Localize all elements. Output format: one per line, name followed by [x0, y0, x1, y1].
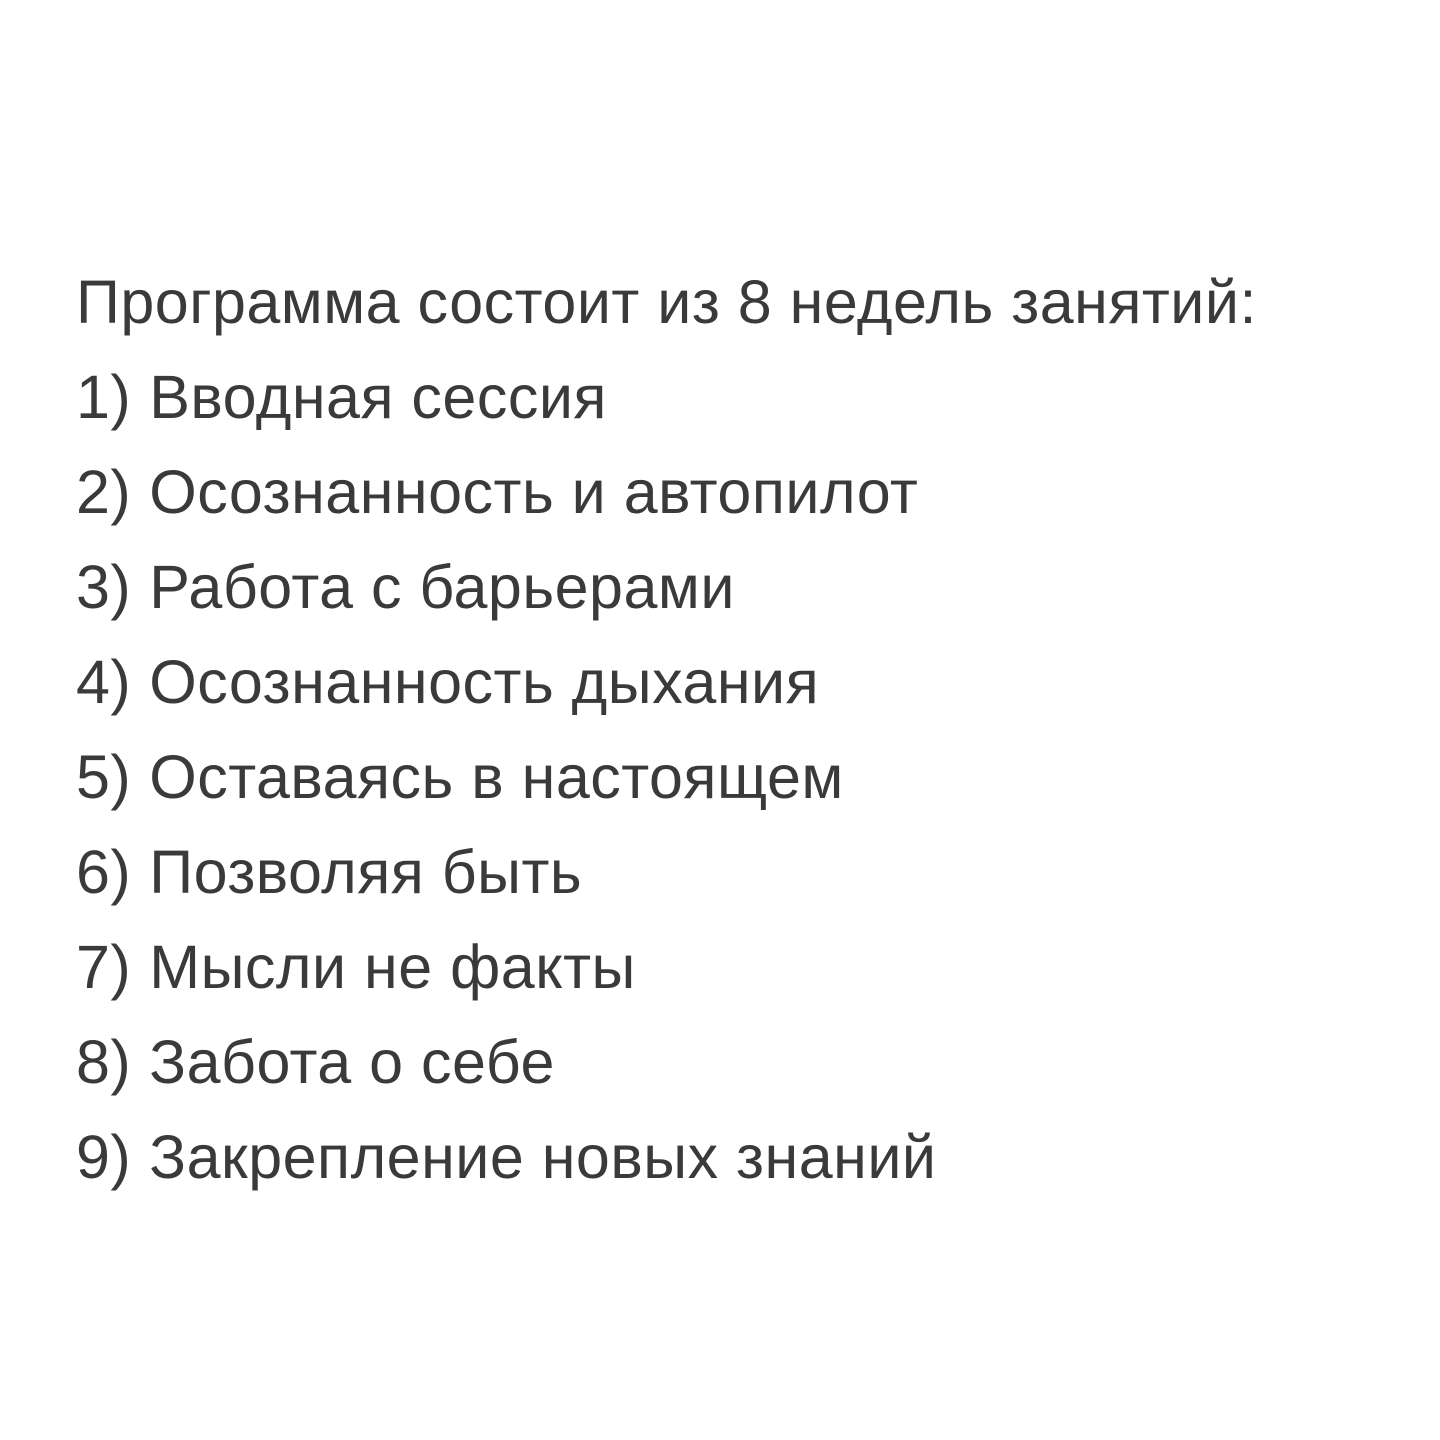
program-list-item — [76, 1015, 1400, 1110]
program-list-item — [76, 920, 1400, 1015]
item-label: Осознанность и автопилот — [149, 458, 919, 526]
program-title: Программа состоит из 8 недель занятий: — [76, 268, 1257, 336]
program-list-item — [76, 540, 1400, 635]
item-number: 8) — [76, 1028, 132, 1096]
item-number: 7) — [76, 933, 132, 1001]
item-label: Работа с барьерами — [149, 553, 735, 621]
item-label: Закрепление новых знаний — [149, 1123, 937, 1191]
item-label: Забота о себе — [149, 1028, 555, 1096]
item-label: Осознанность дыхания — [149, 648, 820, 716]
item-number: 6) — [76, 838, 132, 906]
program-list-item — [76, 730, 1400, 825]
item-label: Позволяя быть — [149, 838, 583, 906]
item-number: 5) — [76, 743, 132, 811]
item-number: 2) — [76, 458, 132, 526]
program-text-block — [76, 255, 1400, 1205]
item-number: 4) — [76, 648, 132, 716]
program-list-item — [76, 1110, 1400, 1205]
program-list-item — [76, 445, 1400, 540]
item-number: 3) — [76, 553, 132, 621]
program-list-item — [76, 825, 1400, 920]
item-number: 1) — [76, 363, 132, 431]
program-list-item — [76, 635, 1400, 730]
program-list-item — [76, 350, 1400, 445]
item-number: 9) — [76, 1123, 132, 1191]
item-label: Мысли не факты — [149, 933, 636, 1001]
item-label: Оставаясь в настоящем — [149, 743, 844, 811]
item-label: Вводная сессия — [149, 363, 607, 431]
